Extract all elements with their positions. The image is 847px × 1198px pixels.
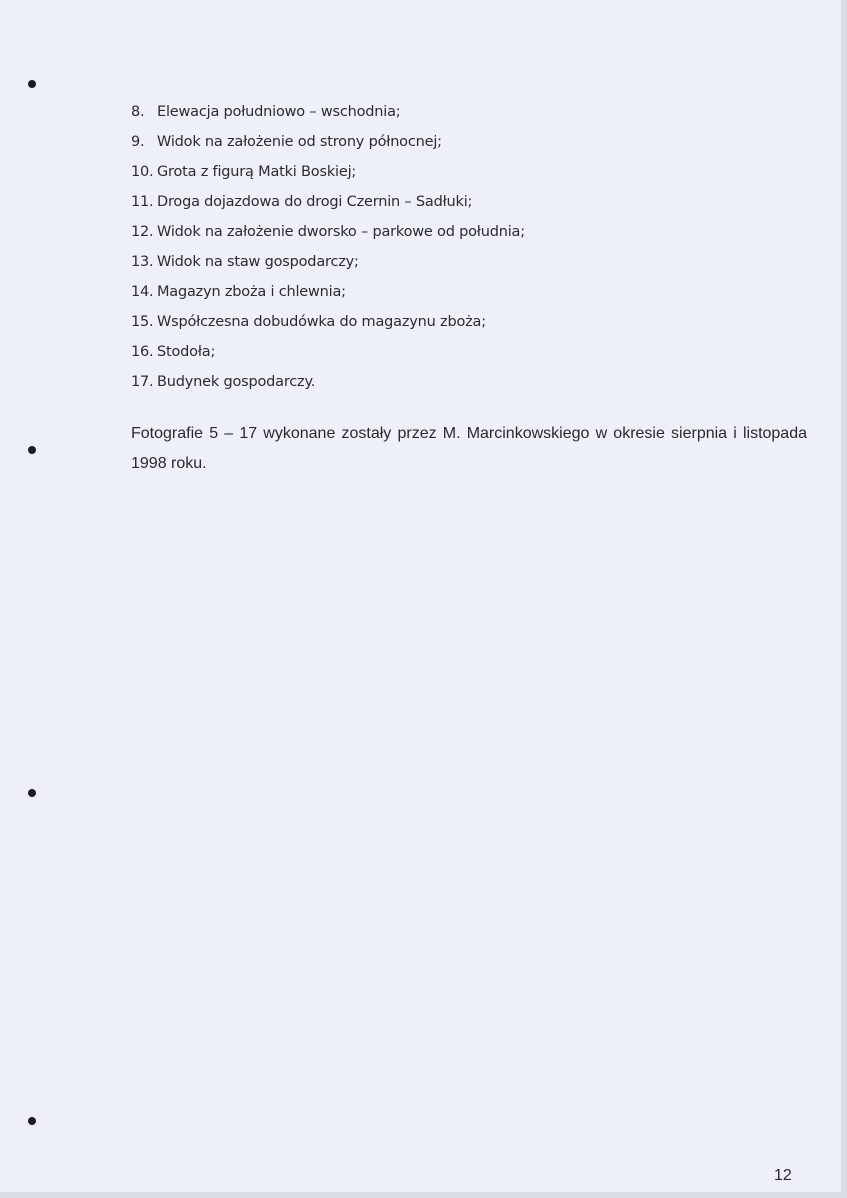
page-number: 12 (774, 1167, 792, 1184)
list-item-number: 14. (131, 284, 154, 300)
punch-hole-mark (28, 80, 36, 88)
punch-hole-mark (28, 789, 36, 797)
list-item (131, 97, 525, 127)
list-item-number: 9. (131, 134, 145, 150)
list-item-text: Stodoła; (157, 344, 216, 360)
list-item-number: 13. (131, 254, 154, 270)
list-item (131, 307, 525, 337)
list-item (131, 277, 525, 307)
list-item-number: 8. (131, 104, 145, 120)
list-item-text: Budynek gospodarczy. (157, 374, 316, 390)
list-item-text: Elewacja południowo – wschodnia; (157, 104, 401, 120)
list-item (131, 337, 525, 367)
photo-list (131, 97, 525, 397)
list-item-text: Droga dojazdowa do drogi Czernin – Sadłuki; (157, 194, 473, 210)
list-item-text: Współczesna dobudówka do magazynu zboża; (157, 314, 486, 330)
list-item (131, 127, 525, 157)
list-item-text: Widok na założenie dworsko – parkowe od południa; (157, 224, 525, 240)
list-item-text: Grota z figurą Matki Boskiej; (157, 164, 357, 180)
punch-hole-mark (28, 446, 36, 454)
list-item-number: 17. (131, 374, 154, 390)
list-item (131, 217, 525, 247)
list-item (131, 157, 525, 187)
list-item-number: 15. (131, 314, 154, 330)
list-item (131, 187, 525, 217)
punch-hole-mark (28, 1117, 36, 1125)
list-item-text: Widok na założenie od strony północnej; (157, 134, 442, 150)
list-item (131, 367, 525, 397)
list-item-text: Magazyn zboża i chlewnia; (157, 284, 346, 300)
list-item-number: 11. (131, 194, 154, 210)
photo-credit-paragraph: Fotografie 5 – 17 wykonane zostały przez M. Marcinkowskiego w okresie sierpnia i listopada 1998 roku. (131, 425, 807, 472)
list-item-number: 10. (131, 164, 154, 180)
list-item (131, 247, 525, 277)
list-item-number: 12. (131, 224, 154, 240)
list-item-text: Widok na staw gospodarczy; (157, 254, 359, 270)
list-item-number: 16. (131, 344, 154, 360)
